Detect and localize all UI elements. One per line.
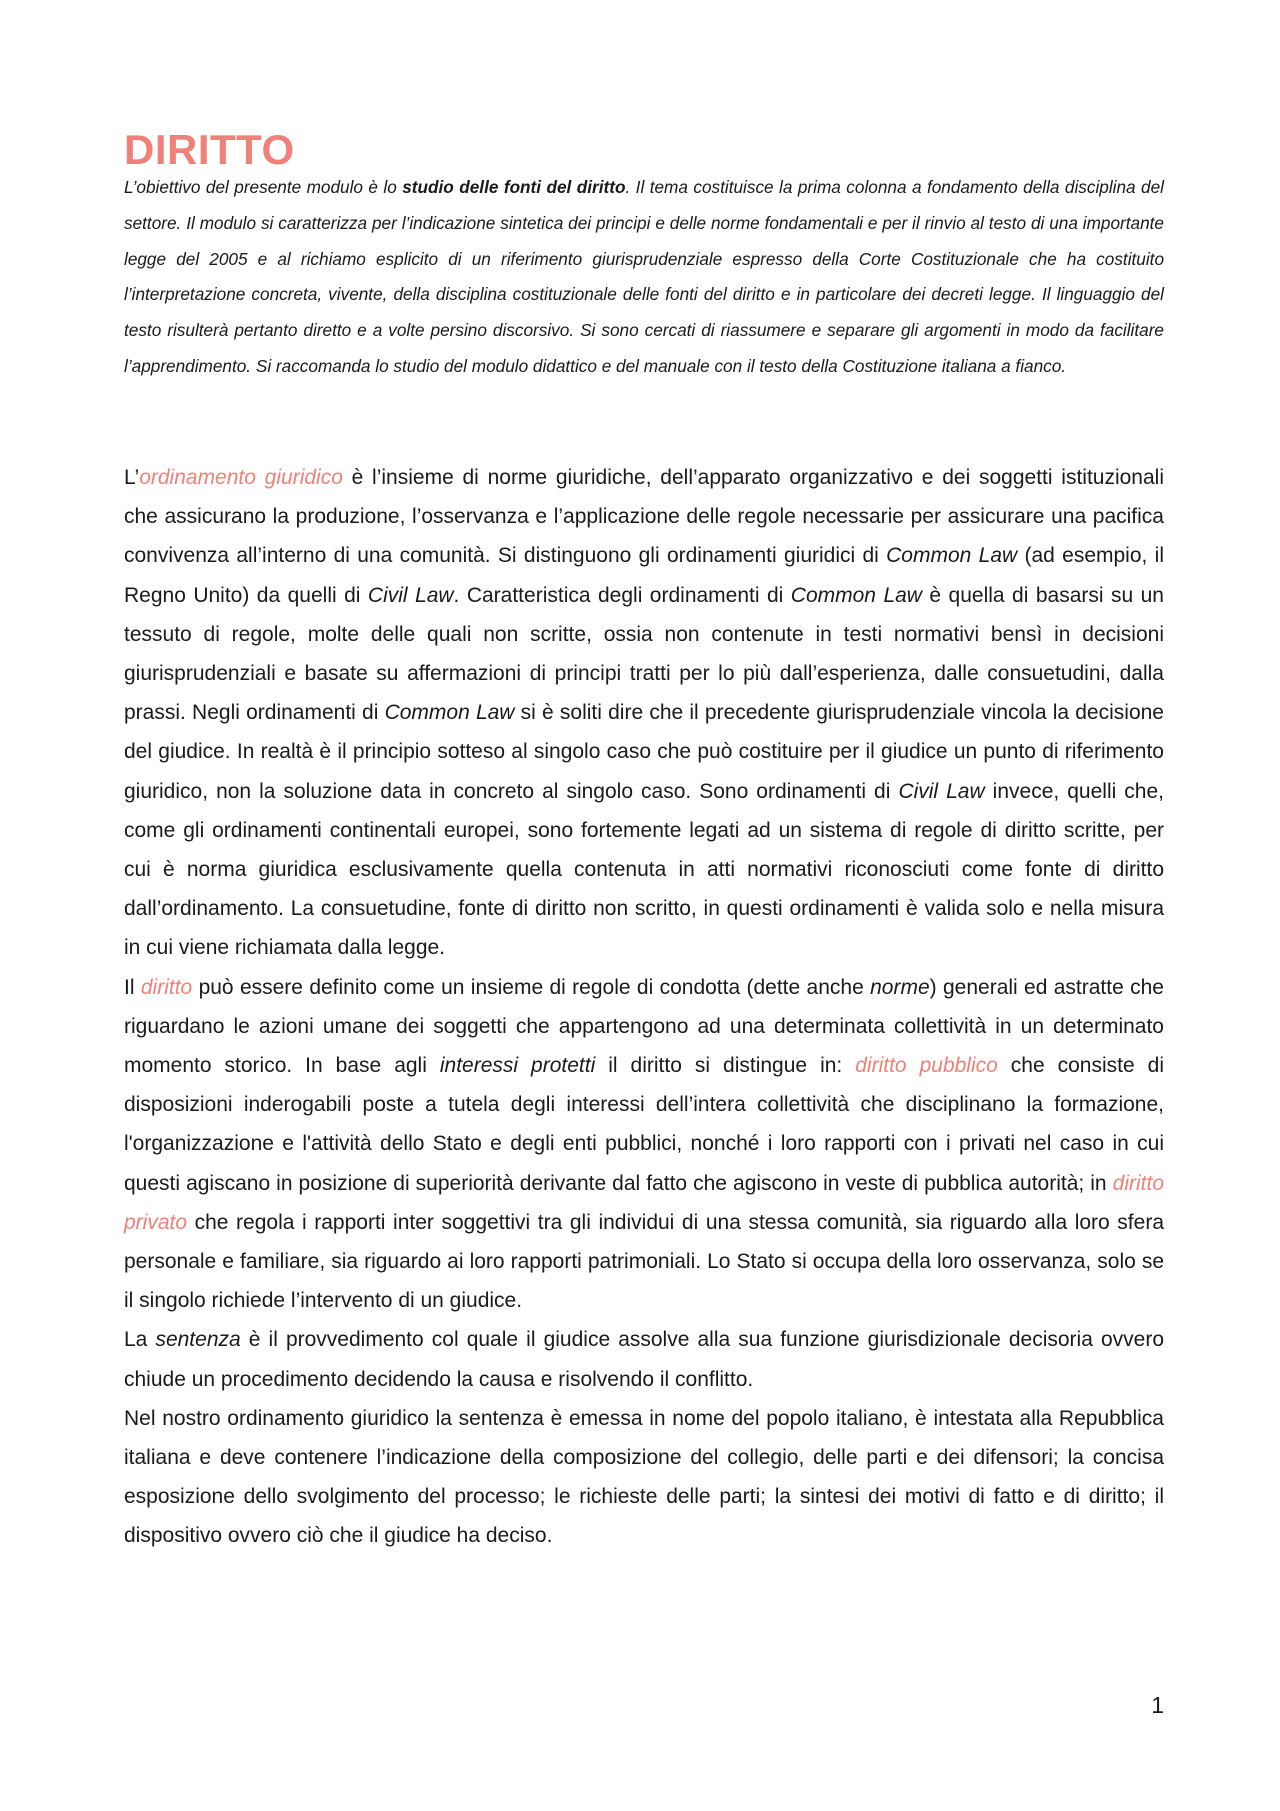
italic-sentenza: sentenza xyxy=(155,1328,241,1352)
paragraph-ordinamento xyxy=(124,458,1164,968)
paragraph-text: invece, quelli che, come gli ordinamenti continentali europei, sono fortemente legati ad un sistema di regole di diritto scritte, per cui è norma giuridica esclusivamente quella contenuta in atti normativi riconosciuti come fonte di diritto dall’ordinamento. La consuetudine, fonte di diritto non scritto, in questi ordinamenti è valida solo e nella misura in cui viene richiamata dalla legge. xyxy=(124,779,1164,960)
paragraph-text: che consiste di disposizioni inderogabili poste a tutela degli interessi dell’intera collettività che disciplinano la formazione, l'organizzazione e l'attività dello Stato e degli enti pubblici, nonché i loro rapporti con i privati nel caso in cui questi agiscano in posizione di superiorità derivante dal fatto che agiscono in veste di pubblica autorità; in xyxy=(124,1054,1164,1195)
paragraph-sentenza-contenuto: Nel nostro ordinamento giuridico la sentenza è emessa in nome del popolo italiano, è intestata alla Repubblica italiana e deve contenere l’indicazione della composizione del collegio, delle parti e dei difensori; la concisa esposizione dello svolgimento del processo; le richieste delle parti; la sintesi dei motivi di fatto e di diritto; il dispositivo ovvero ciò che il giudice ha deciso. xyxy=(124,1406,1164,1548)
italic-common-law: Common Law xyxy=(790,583,922,607)
italic-common-law: Common Law xyxy=(384,701,515,725)
paragraph-text: è quella di basarsi su un tessuto di regole, molte delle quali non scritte, ossia non contenute in testi normativi bensì in decisioni giurisprudenziali e basate su affermazioni di principi tratti per lo più dall’esperienza, dalle consuetudini, dalla prassi. Negli ordinamenti di xyxy=(124,583,1164,725)
italic-civil-law: Civil Law xyxy=(367,583,454,607)
paragraph-text: L’ xyxy=(124,466,140,489)
term-diritto-pubblico: diritto pubblico xyxy=(855,1054,998,1078)
paragraph-text: può essere definito come un insieme di regole di condotta (dette anche xyxy=(192,975,871,999)
paragraph-text: Il xyxy=(124,975,141,999)
paragraph-text: è il provvedimento col quale il giudice assolve alla sua funzione giurisdizionale decisoria ovvero chiude un procedimento decidendo la causa e risolvendo il conflitto. xyxy=(124,1328,1164,1391)
document-title: DIRITTO xyxy=(124,126,295,173)
paragraph-text: si è soliti dire che il precedente giurisprudenziale vincola la decisione del giudice. In realtà è il principio sotteso al singolo caso che può costituire per il giudice un punto di riferimento giuridico, non la soluzione data in concreto al singolo caso. Sono ordinamenti di xyxy=(124,701,1164,803)
paragraph-text: il diritto si distingue in: xyxy=(595,1054,856,1078)
abstract-bold-phrase: studio delle fonti del diritto xyxy=(402,177,626,197)
abstract-paragraph xyxy=(124,170,1164,385)
paragraph-sentenza xyxy=(124,1320,1164,1398)
paragraph-text: (ad esempio, il Regno Unito) da quelli di xyxy=(124,544,1164,607)
paragraph-text: La xyxy=(124,1328,156,1352)
paragraph-text: che regola i rapporti inter soggettivi tra gli individui di una stessa comunità, sia riguardo alla loro sfera personale e familiare, sia riguardo ai loro rapporti patrimoniali. Lo Stato si occupa della loro osservanza, solo se il singolo richiede l’intervento di un giudice. xyxy=(124,1210,1164,1313)
italic-common-law: Common Law xyxy=(886,544,1018,568)
paragraph-diritto xyxy=(124,968,1164,1321)
abstract-text: . Il tema costituisce la prima colonna a fondamento della disciplina del settore. Il modulo si caratterizza per l’indicazione sintetica dei principi e delle norme fondamentali e per il rinvio al testo di una importante legge del 2005 e al richiamo esplicito di un riferimento giurisprudenziale espresso della Corte Costituzionale che ha costituito l’interpretazione concreta, vivente, della disciplina costituzionale delle fonti del diritto e in particolare dei decreti legge. Il linguaggio del testo risulterà pertanto diretto e a volte persino discorsivo. Si sono cercati di riassumere e separare gli argomenti in modo da facilitare l’apprendimento. Si raccomanda lo studio del modulo didattico e del manuale con il testo della Costituzione italiana a fianco. xyxy=(124,177,1164,376)
italic-norme: norme xyxy=(870,975,930,999)
italic-interessi-protetti: interessi protetti xyxy=(439,1054,596,1078)
term-ordinamento-giuridico: ordinamento giuridico xyxy=(139,466,343,489)
paragraph-text: . Caratteristica degli ordinamenti di xyxy=(453,583,791,607)
term-diritto: diritto xyxy=(140,975,193,999)
italic-civil-law: Civil Law xyxy=(898,779,985,803)
body-text xyxy=(124,458,1164,1556)
paragraph-text: ) generali ed astratte che riguardano le azioni umane dei soggetti che appartengono ad una determinata collettività in un determinato momento storico. In base agli xyxy=(124,975,1164,1078)
abstract-text: L’obiettivo del presente modulo è lo xyxy=(124,177,403,197)
paragraph-text: è l’insieme di norme giuridiche, dell’apparato organizzativo e dei soggetti istituzionali che assicurano la produzione, l’osservanza e l’applicazione delle regole necessarie per assicurare una pacifica convivenza all’interno di una comunità. Si distinguono gli ordinamenti giuridici di xyxy=(124,466,1164,568)
term-diritto-privato: diritto privato xyxy=(124,1171,1164,1234)
page-number: 1 xyxy=(1151,1692,1164,1718)
